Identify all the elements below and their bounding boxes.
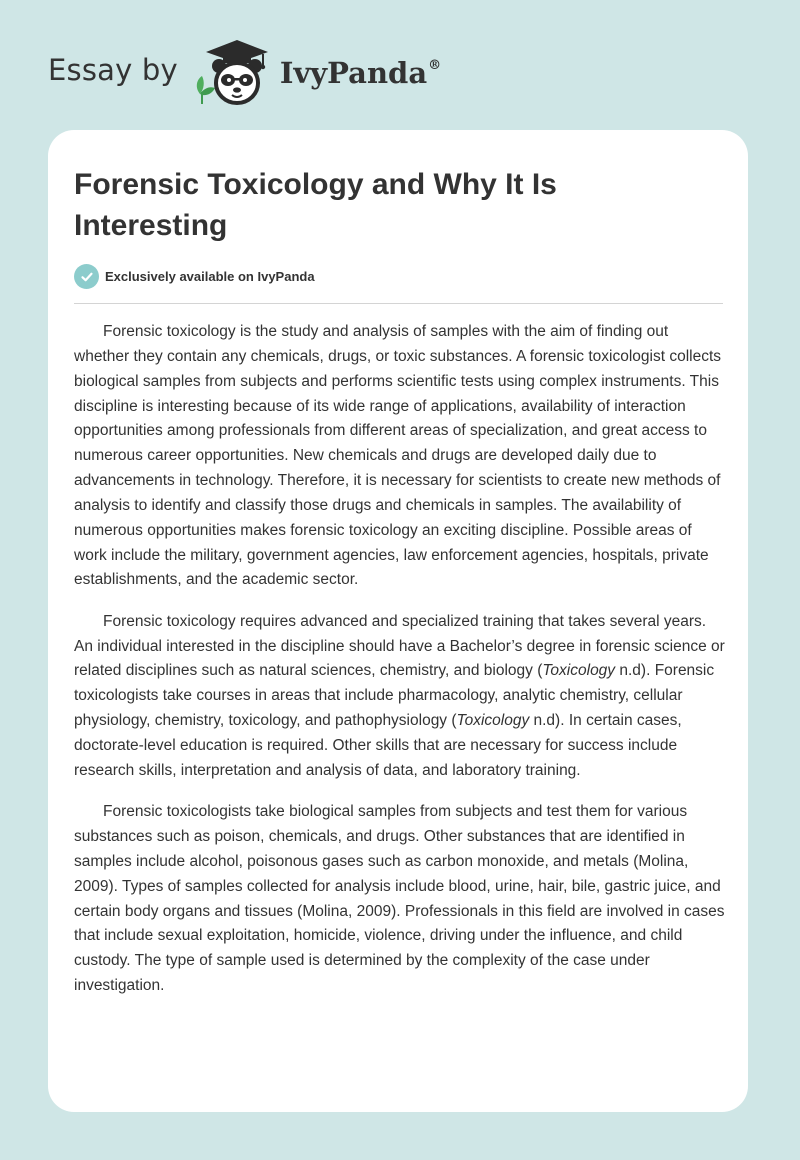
brand-name[interactable]	[280, 56, 441, 90]
registered-mark: ®	[428, 58, 442, 73]
paragraph	[74, 800, 726, 999]
site-header	[48, 36, 441, 108]
essay-body	[74, 320, 726, 1015]
essay-by-label: Essay by	[48, 53, 178, 87]
paragraph-text: Forensic toxicology is the study and analysis of samples with the aim of finding out whether they contain any chemicals, drugs, or toxic substances. A forensic toxicologist collects biological samples from subjects and performs scientific tests using complex instruments. This discipline is interesting because of its wide range of applications, availability of interaction opportunities among professionals from different areas of specialization, and great access to numerous career opportunities. New chemicals and drugs are developed daily due to advancements in technology. Therefore, it is necessary for scientists to create new methods of analysis to identify and classify those drugs and chemicals in samples. The availability of numerous opportunities makes forensic toxicology an exciting discipline. Possible areas of work include the military, government agencies, law enforcement agencies, hospitals, private establishments, and the academic sector.	[74, 323, 722, 589]
paragraph-text: n.d). In certain cases, doctorate-level education is required. Other skills that are necessary for success include research skills, interpretation and analysis of data, and laboratory training.	[74, 712, 682, 779]
citation-title: Toxicology	[542, 662, 616, 680]
paragraph	[74, 320, 726, 593]
paragraph-text: Forensic toxicology requires advanced and specialized training that takes several years. An individual interested in the discipline should have a Bachelor’s degree in forensic science or related disciplines such as natural sciences, chemistry, and biology (	[74, 612, 725, 680]
paragraph-text: n.d). Forensic toxicologists take courses in areas that include pharmacology, analytic chemistry, cellular physiology, chemistry, toxicology, and pathophysiology (	[74, 662, 715, 730]
ivypanda-logo-icon[interactable]	[188, 36, 278, 108]
panda-with-graduation-cap-icon	[188, 36, 278, 108]
essay-card	[48, 130, 748, 1112]
exclusive-badge	[74, 264, 315, 289]
essay-title: Forensic Toxicology and Why It Is Interesting	[74, 168, 557, 242]
paragraph	[74, 610, 726, 784]
exclusive-label: Exclusively available on IvyPanda	[105, 269, 315, 284]
paragraph-text: Forensic toxicologists take biological samples from subjects and test them for various substances such as poison, chemicals, and drugs. Other substances that are identified in samples include alcohol, poisonous gases such as carbon monoxide, and metals (Molina, 2009). Types of samples collected for analysis include blood, urine, hair, bile, gastric juice, and certain body organs and tissues (Molina, 2009). Professionals in this field are involved in cases that include sexual exploitation, homicide, violence, driving under the influence, and child custody. The type of sample used is determined by the complexity of the case under investigation.	[74, 803, 725, 995]
checkmark-circle-icon	[74, 264, 99, 289]
ivy-leaf-icon	[197, 76, 215, 104]
brand-name-text: IvyPanda	[279, 56, 428, 90]
citation-title: Toxicology	[456, 712, 530, 730]
divider	[74, 303, 723, 304]
